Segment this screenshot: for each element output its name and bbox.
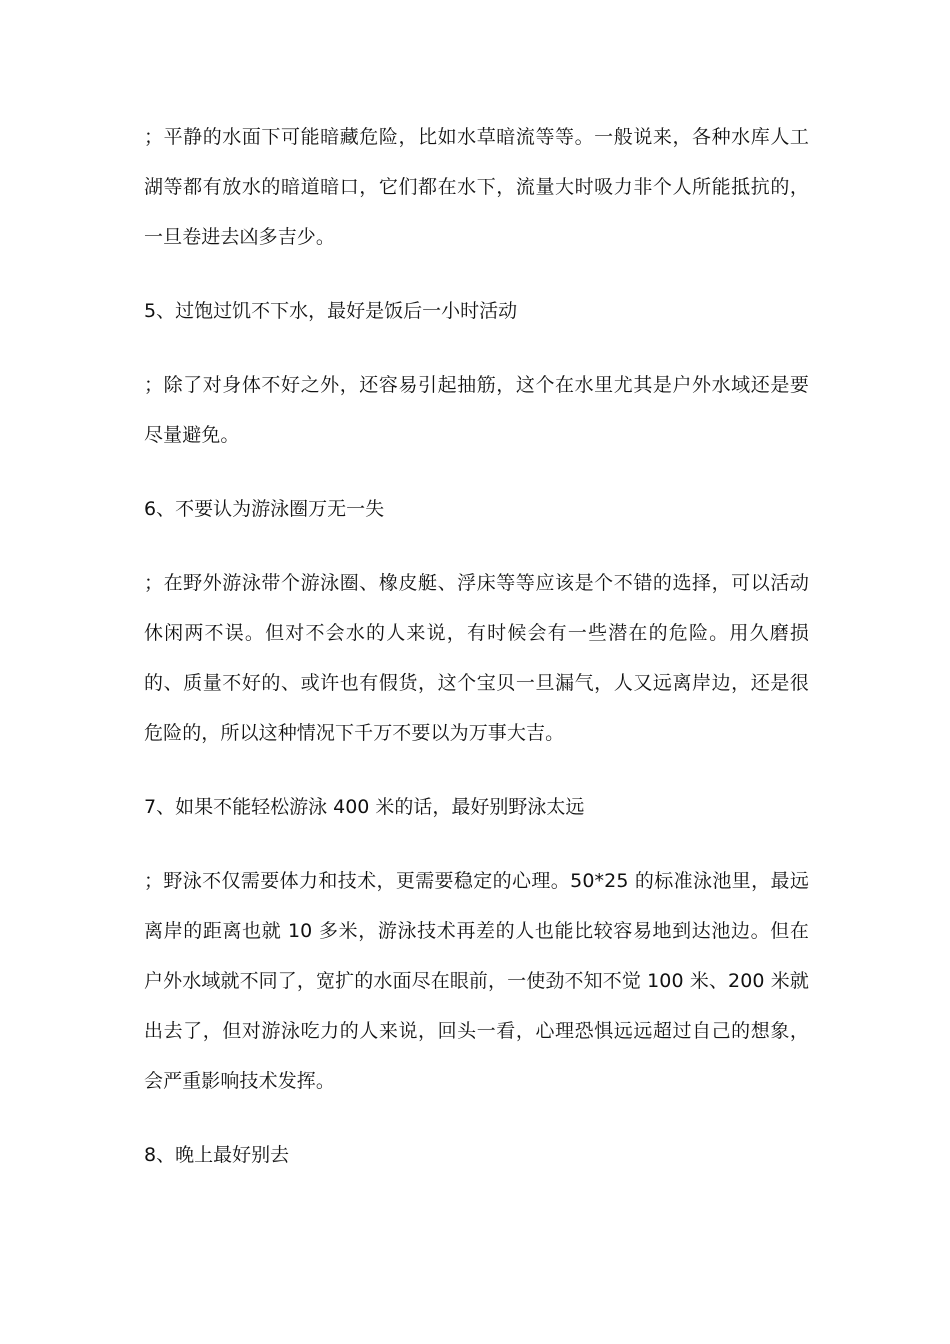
spacer [144,460,809,484]
spacer [144,1106,809,1130]
heading-item-6: 6、不要认为游泳圈万无一失 [144,498,385,520]
spacer [144,534,809,558]
paragraph-hidden-dangers: ；平静的水面下可能暗藏危险，比如水草暗流等等。一般说来，各种水库人工湖等都有放水的暗道暗口，它们都在水下，流量大时吸力非个人所能抵抗的，一旦卷进去凶多吉少。 [144,126,809,248]
spacer [144,336,809,360]
spacer [144,262,809,286]
heading-item-5: 5、过饱过饥不下水，最好是饭后一小时活动 [144,300,518,322]
paragraph-item-6: ；在野外游泳带个游泳圈、橡皮艇、浮床等等应该是个不错的选择，可以活动休闲两不误。但对不会水的人来说，有时候会有一些潜在的危险。用久磨损的、质量不好的、或许也有假货，这个宝贝一旦漏气，人又远离岸边，还是很危险的，所以这种情况下千万不要以为万事大吉。 [144,572,809,744]
document-body [144,112,809,1180]
heading-item-8: 8、晚上最好别去 [144,1144,290,1166]
spacer [144,832,809,856]
paragraph-item-7: ；野泳不仅需要体力和技术，更需要稳定的心理。50*25 的标准泳池里，最远离岸的距离也就 10 多米，游泳技术再差的人也能比较容易地到达池边。但在户外水域就不同了，宽扩的水面尽在眼前，一使劲不知不觉 100 米、200 米就出去了，但对游泳吃力的人来说，回头一看，心理恐惧远远超过自己的想象，会严重影响技术发挥。 [144,870,809,1092]
spacer [144,758,809,782]
paragraph-item-5: ；除了对身体不好之外，还容易引起抽筋，这个在水里尤其是户外水域还是要尽量避免。 [144,374,809,446]
heading-item-7: 7、如果不能轻松游泳 400 米的话，最好别野泳太远 [144,796,585,818]
